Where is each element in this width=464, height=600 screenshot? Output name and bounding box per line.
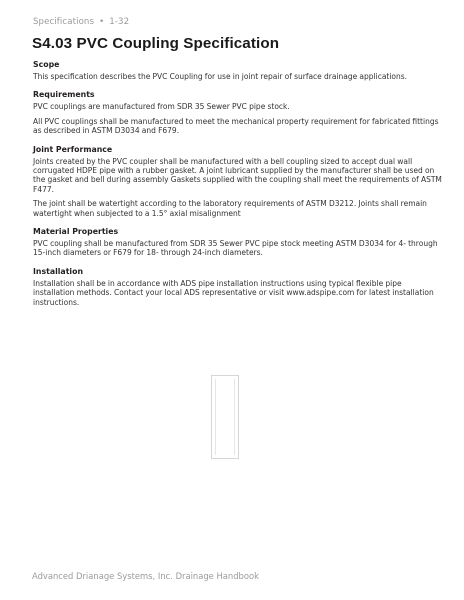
header-page-number: 1-32	[109, 17, 130, 27]
section-paragraph: Joints created by the PVC coupler shall be manufactured with a bell coupling sized to accept dual wall corrugated HDPE pipe with a rubber gasket. A joint lubricant supplied by the manufacturer shall be used on the gasket and bell during assembly Gaskets supplied with the coupling shall meet the requirements of ASTM F477.	[33, 156, 442, 194]
section-material-properties	[33, 227, 443, 258]
header-separator: •	[99, 17, 105, 27]
section-joint-performance	[33, 145, 443, 218]
header-section: Specifications	[33, 17, 95, 27]
section-scope	[33, 60, 443, 81]
section-paragraph: This specification describes the PVC Coupling for use in joint repair of surface drainage applications.	[33, 72, 408, 81]
section-heading: Scope	[33, 60, 60, 69]
section-paragraph: Installation shall be in accordance with ADS pipe installation instructions using typical flexible pipe installation methods. Contact your local ADS representative or visit www.adspipe.com for latest installation instructions.	[33, 278, 434, 307]
section-requirements	[33, 90, 443, 135]
section-heading: Material Properties	[33, 227, 119, 237]
section-paragraph: The joint shall be watertight according to the laboratory requirements of ASTM D3212. Joints shall remain watertight when subjected to a 1.5° axial misalignment	[33, 199, 427, 218]
coupling-figure	[211, 375, 239, 459]
section-heading: Installation	[33, 266, 83, 276]
section-paragraph: All PVC couplings shall be manufactured to meet the mechanical property requirement for fabricated fittings as described in ASTM D3034 and F679.	[33, 116, 439, 136]
section-installation	[33, 267, 443, 307]
running-header	[33, 17, 129, 27]
spec-content	[33, 60, 443, 316]
section-heading: Joint Performance	[33, 144, 113, 154]
page-title: S4.03 PVC Coupling Specification	[32, 35, 280, 52]
section-heading: Requirements	[33, 90, 95, 100]
section-paragraph: PVC couplings are manufactured from SDR 35 Sewer PVC pipe stock.	[33, 102, 290, 112]
coupling-figure-outline	[215, 379, 235, 455]
page-footer: Advanced Drianage Systems, Inc. Drainage Handbook	[32, 571, 259, 581]
section-paragraph: PVC coupling shall be manufactured from SDR 35 Sewer PVC pipe stock meeting ASTM D3034 for 4- through 15-inch diameters or F679 for 18- through 24-inch diameters.	[33, 239, 438, 258]
